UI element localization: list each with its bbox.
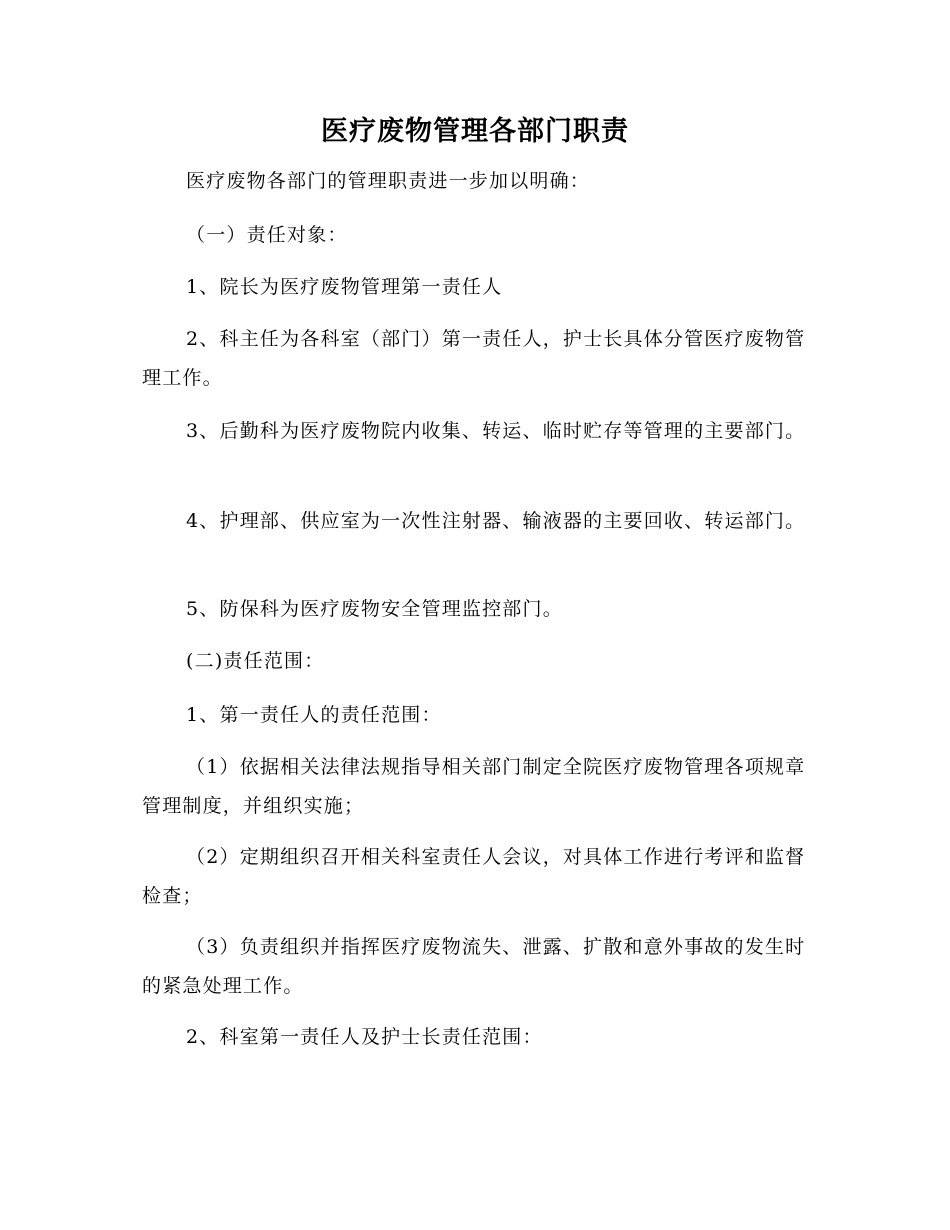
paragraph-subitem: （1）依据相关法律法规指导相关部门制定全院医疗废物管理各项规章管理制度，并组织实施；: [142, 756, 806, 817]
paragraph-item: 1、第一责任人的责任范围：: [186, 704, 442, 726]
paragraph-item: 3、后勤科为医疗废物院内收集、转运、临时贮存等管理的主要部门。: [186, 420, 806, 442]
paragraph-item: 1、院长为医疗废物管理第一责任人: [186, 276, 503, 298]
paragraph-item: 2、科主任为各科室（部门）第一责任人，护士长具体分管医疗废物管理工作。: [142, 328, 806, 389]
document-title: 医疗废物管理各部门职责: [321, 116, 629, 147]
paragraph-subitem: （3）负责组织并指挥医疗废物流失、泄露、扩散和意外事故的发生时的紧急处理工作。: [142, 936, 806, 997]
paragraph-section-1-heading: （一）责任对象：: [186, 224, 348, 246]
paragraph-item: 4、护理部、供应室为一次性注射器、输液器的主要回收、转运部门。: [186, 510, 806, 532]
paragraph-intro: 医疗废物各部门的管理职责进一步加以明确：: [186, 170, 591, 192]
paragraph-item: 5、防保科为医疗废物安全管理监控部门。: [186, 598, 563, 620]
paragraph-item: 2、科室第一责任人及护士长责任范围：: [186, 1026, 543, 1048]
paragraph-section-2-heading: (二)责任范围：: [186, 650, 325, 672]
paragraph-subitem: （2）定期组织召开相关科室责任人会议，对具体工作进行考评和监督检查；: [142, 846, 806, 907]
